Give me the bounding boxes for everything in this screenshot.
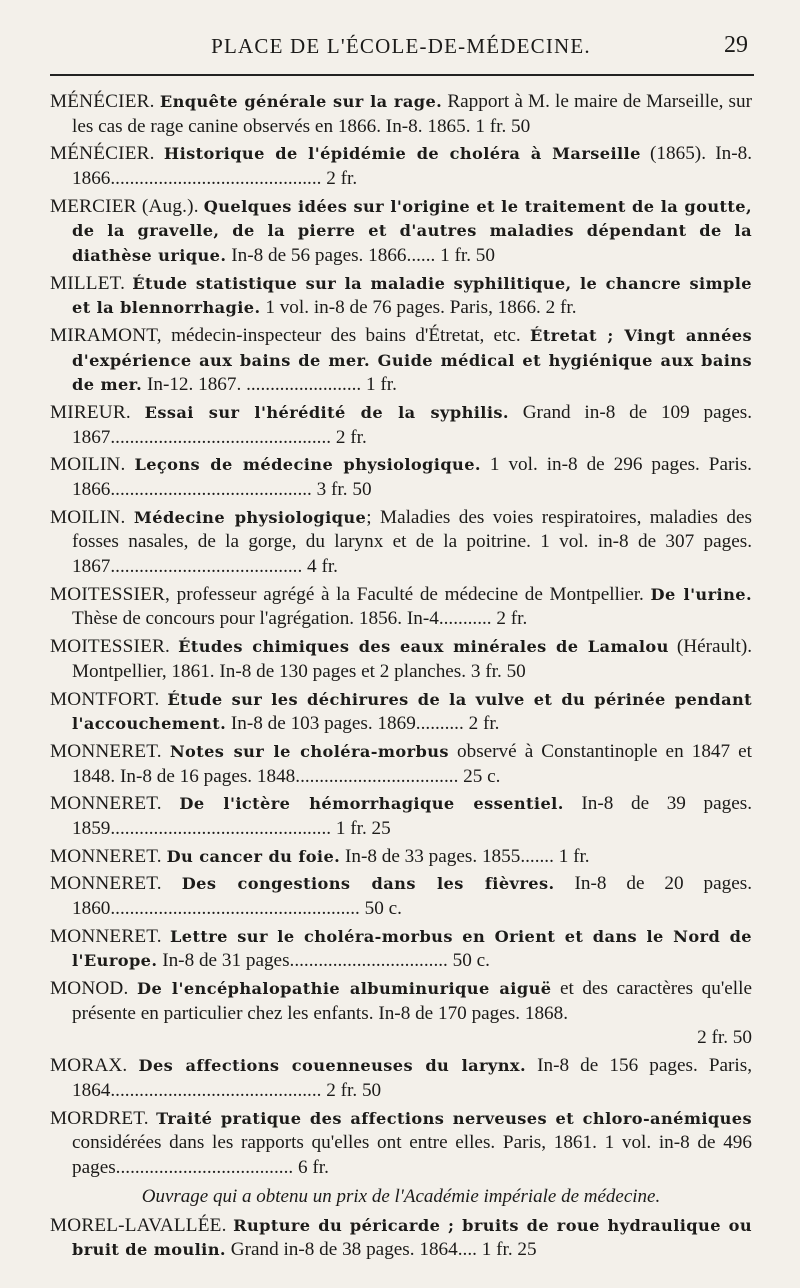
entry-work-title: Des affections couenneuses du larynx. [138, 1056, 526, 1076]
entry-work-title: Étude statistique sur la maladie syphilitique, le chancre simple et la blennorrhagie. [72, 273, 753, 318]
running-title: PLACE DE L'ÉCOLE-DE-MÉDECINE. [211, 34, 591, 58]
entry-details: 1 vol. in-8 de 76 pages. Paris, 1866. 2 fr. [265, 297, 577, 319]
entry-work-title: Médecine physiologique [133, 507, 367, 527]
entry-details: In-8 de 103 pages. 1869.......... 2 fr. [230, 713, 500, 735]
entry-author: MOILIN. [50, 454, 126, 476]
entry-details: (Hérault). Montpellier, 1861. In-8 de 130 pages et 2 planches. 3 fr. 50 [72, 636, 753, 682]
entry-author: MERCIER (Aug.). [50, 195, 199, 217]
entry-work-title: Leçons de médecine physiologique. [134, 455, 481, 475]
bibliography-entry [50, 792, 752, 841]
entry-work-title: Du cancer du foie. [166, 846, 341, 866]
entry-details: observé à Constantinople en 1847 et 1848. In-8 de 16 pages. 1848.................................. 25 c. [72, 740, 753, 787]
entry-details: médecin-inspecteur des bains d'Étretat, etc. [171, 325, 521, 347]
entry-details: Thèse de concours pour l'agrégation. 1856. In-4........... 2 fr. [72, 608, 528, 630]
bibliography-entry [50, 872, 752, 921]
entry-work-title: De l'ictère hémorrhagique essentiel. [179, 794, 564, 814]
entry-details: professeur agrégé à la Faculté de médecine de Montpellier. [176, 583, 644, 605]
entry-work-title: Rupture du péricarde ; bruits de roue hydraulique ou bruit de moulin. [72, 1215, 753, 1260]
entry-author: MÉNÉCIER. [50, 91, 155, 112]
entry-work-title: De l'urine. [650, 584, 752, 604]
entry-work-title: Étretat ; Vingt années d'expérience aux bains de mer. Guide médical et hygiénique aux bains de mer. [72, 326, 753, 395]
entry-details: In-8 de 39 pages. 1859.............................................. 1 fr. 25 [72, 793, 753, 839]
bibliography-entry [50, 1107, 752, 1181]
bibliography-entry [50, 740, 752, 789]
entry-author: MONNERET. [50, 793, 162, 815]
entry-work-title: Étude sur les déchirures de la vulve et du périnée pendant l'accouchement. [72, 689, 753, 734]
entry-details: In-8 de 156 pages. Paris, 1864............................................ 2 fr. 50 [72, 1055, 753, 1101]
entry-author: MORAX. [50, 1055, 128, 1077]
entry-details: Rapport à M. le maire de Marseille, sur les cas de rage canine observés en 1866. In-8. 1865. 1 fr. 50 [72, 91, 753, 137]
entry-work-title: Historique de l'épidémie de choléra à Marseille [163, 144, 641, 164]
entry-author: MIREUR. [50, 402, 131, 424]
entry-author: MONNERET. [50, 740, 162, 762]
entry-details: (1865). In-8. 1866............................................ 2 fr. [72, 143, 752, 189]
entry-work-title: Quelques idées sur l'origine et le traitement de la goutte, de la gravelle, de la pierre et d'autres maladies dépendant de la diathèse urique. [72, 196, 753, 265]
bibliography-entry [50, 635, 752, 684]
entry-details: In-8 de 20 pages. 1860.................................................... 50 c. [72, 873, 753, 920]
bibliography-entry [50, 401, 752, 450]
entry-work-title: Des congestions dans les fièvres. [181, 874, 555, 894]
entry-details: Grand in-8 de 109 pages. 1867.............................................. 2 fr. [72, 402, 752, 448]
entry-work-title: De l'encéphalopathie albuminurique aiguë [137, 979, 552, 999]
entry-author: MÉNÉCIER. [50, 143, 155, 165]
entry-price: 2 fr. 50 [697, 1027, 752, 1049]
entry-details: In-8 de 33 pages. 1855....... 1 fr. [345, 845, 590, 867]
running-header [50, 0, 752, 66]
bibliography-entry [50, 688, 752, 737]
entry-work-title: Enquête générale sur la rage. [159, 92, 443, 111]
bibliography-entry [50, 845, 752, 870]
entry-author: MOITESSIER. [50, 636, 170, 658]
bibliography-entry [50, 1214, 752, 1263]
entry-author: MOITESSIER, [50, 583, 170, 605]
bibliography-entry [50, 583, 752, 632]
bibliography-entry [50, 925, 752, 974]
bibliography-entry [50, 90, 752, 139]
entry-author: MONNERET. [50, 873, 162, 895]
entry-details: considérées dans les rapports qu'elles ont entre elles. Paris, 1861. 1 vol. in-8 de 496 pages..................................... 6 fr. [72, 1132, 752, 1178]
entry-author: MILLET. [50, 272, 126, 294]
bibliography-entry [50, 195, 752, 269]
entry-author: MONOD. [50, 978, 129, 1000]
award-note: Ouvrage qui a obtenu un prix de l'Académie impériale de médecine. [141, 1185, 661, 1207]
entry-details: In-8 de 56 pages. 1866...... 1 fr. 50 [231, 244, 495, 266]
bibliography-entry [50, 977, 752, 1051]
page-number: 29 [724, 32, 748, 58]
entry-work-title: Essai sur l'hérédité de la syphilis. [144, 403, 509, 423]
entry-author: MOILIN. [50, 506, 126, 528]
entry-author: MORDRET. [50, 1107, 149, 1129]
entry-author: MONNERET. [50, 845, 162, 867]
bibliography-entry [50, 324, 752, 398]
entry-details: In-12. 1867. ........................ 1 fr. [146, 374, 397, 396]
entry-details: ; Maladies des voies respiratoires, maladies des fosses nasales, de la gorge, du larynx et de la poitrine. 1 vol. in-8 de 307 pages. 1867........................................ 4 fr. [72, 506, 752, 577]
entry-author: MONNERET. [50, 925, 162, 947]
header-rule [50, 74, 754, 76]
entry-details: Grand in-8 de 38 pages. 1864.... 1 fr. 25 [230, 1239, 537, 1261]
bibliography-entry [50, 272, 752, 321]
bibliography-entry [50, 1054, 752, 1103]
entry-work-title: Traité pratique des affections nerveuses et chloro-anémiques [156, 1108, 752, 1128]
bibliography-entry [50, 453, 752, 502]
bibliography-list [50, 90, 752, 1266]
entry-details: et des caractères qu'elle présente en particulier chez les enfants. In-8 de 170 pages. 1868. [72, 978, 752, 1024]
entry-details: In-8 de 31 pages................................. 50 c. [162, 950, 490, 972]
bibliography-entry [50, 142, 752, 191]
bibliography-entry [50, 506, 752, 580]
entry-details: 1 vol. in-8 de 296 pages. Paris. 1866.......................................... 3 fr. 50 [72, 454, 752, 501]
entry-work-title: Lettre sur le choléra-morbus en Orient et dans le Nord de l'Europe. [72, 926, 753, 971]
entry-author: MONTFORT. [50, 688, 160, 710]
entry-work-title: Notes sur le choléra-morbus [169, 741, 449, 761]
entry-author: MIRAMONT, [50, 325, 162, 347]
entry-work-title: Études chimiques des eaux minérales de Lamalou [178, 637, 669, 657]
entry-author: MOREL-LAVALLÉE. [50, 1214, 227, 1236]
